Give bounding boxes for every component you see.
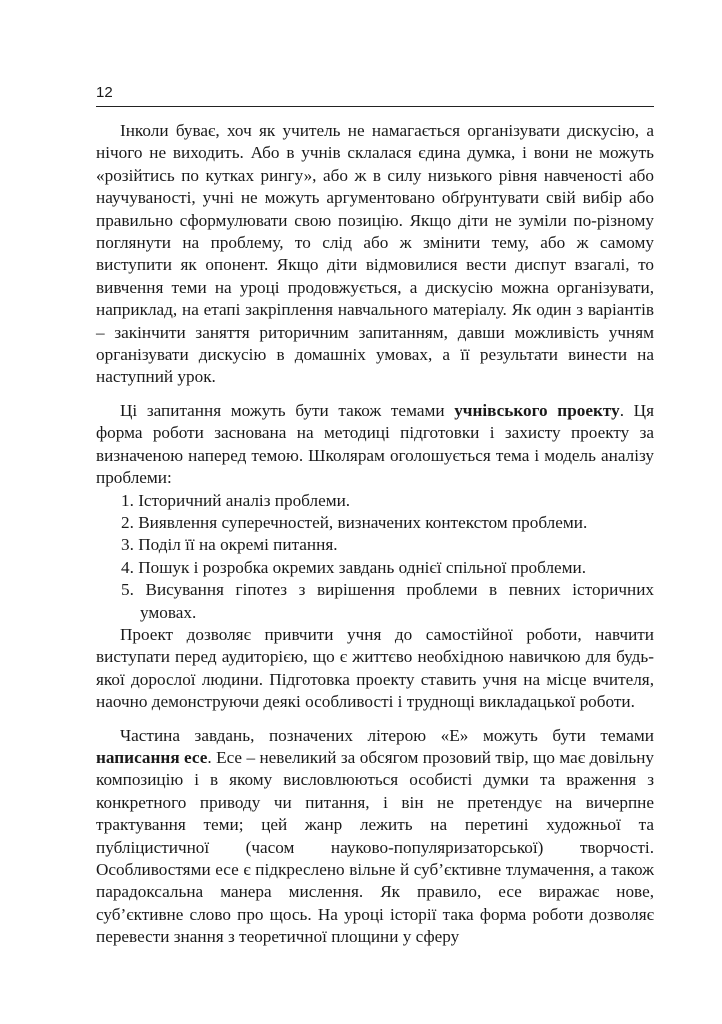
list-item: 1. Історичний аналіз проблеми. — [121, 490, 351, 510]
term-student-project: учнівського проекту — [454, 400, 620, 420]
list-item: 3. Поділ її на окремі питання. — [121, 535, 338, 555]
paragraph-essay-text-2: . Есе – невеликий за обсягом прозовий твір, що має довільну композицію і в якому висловлюються особисті думки та враження з конкретного приводу чи питання, і він не претендує на вичерпне трактування теми; цей жанр лежить на перетині художньої та публіцистичної (часом науково-популяризаторської) творчості. Особливостями есе є підкреслено вільне й суб’єктивне тлумачення, а також парадоксальна манера мислення. Як правило, есе виражає нове, суб’єктивне слово про щось. На уроці історії така форма роботи дозволяє перевести знання з теоретичної площини у сферу — [96, 747, 654, 947]
paragraph-essay — [96, 725, 654, 949]
paragraph-project-text-1: Ці запитання можуть бути також темами — [120, 400, 455, 420]
paragraph-discussion: Інколи буває, хоч як учитель не намагається організувати дискусію, а нічого не виходить. Або в учнів склалася єдина думка, і вони не можуть «розійтись по кутках рингу», або ж в силу низького рівня навченості або научуваності, учні не можуть аргументовано обґрунтувати свій вибір або правильно сформулювати свою позицію. Якщо діти не зуміли по-різному поглянути на проблему, то слід або ж змінити тему, або ж самому виступити як опонент. Якщо діти відмовилися вести диспут взагалі, то вивчення теми на уроці продовжується, а дискусію можна організувати, наприклад, на етапі закріплення навчального матеріалу. Як один з варіантів – закінчити заняття риторичним запитанням, давши можливість учням організувати дискусію в домашніх умовах, а її результати винести на наступний урок. — [96, 121, 654, 387]
list-item: 4. Пошук і розробка окремих завдань однієї спільної проблеми. — [121, 557, 587, 577]
analysis-model-list — [96, 490, 654, 624]
paragraph-project-benefits: Проект дозволяє привчити учня до самостійної роботи, навчити виступати перед аудиторією, що є життєво необхідною навичкою для будь-якої дорослої людини. Підготовка проекту ставить учня на місце вчителя, наочно демонструючи деякі особливості і труднощі викладацької роботи. — [96, 624, 654, 712]
list-item: 2. Виявлення суперечностей, визначених контекстом проблеми. — [121, 512, 588, 532]
paragraph-project-text-2: . Ця форма роботи заснована на методиці підготовки і захисту проекту за визначеною наперед темою. Школярам оголошується тема і модель аналізу проблеми: — [96, 400, 654, 488]
paragraph-project — [96, 400, 654, 490]
page-number: 12 — [96, 84, 113, 101]
header-rule — [96, 106, 654, 107]
term-essay-writing: написання есе — [96, 747, 208, 767]
paragraph-essay-text-1: Частина завдань, позначених літерою «Е» можуть бути темами — [120, 725, 654, 745]
list-item: 5. Висування гіпотез з вирішення проблеми в певних історичних умовах. — [121, 580, 654, 622]
page-body — [96, 120, 654, 949]
